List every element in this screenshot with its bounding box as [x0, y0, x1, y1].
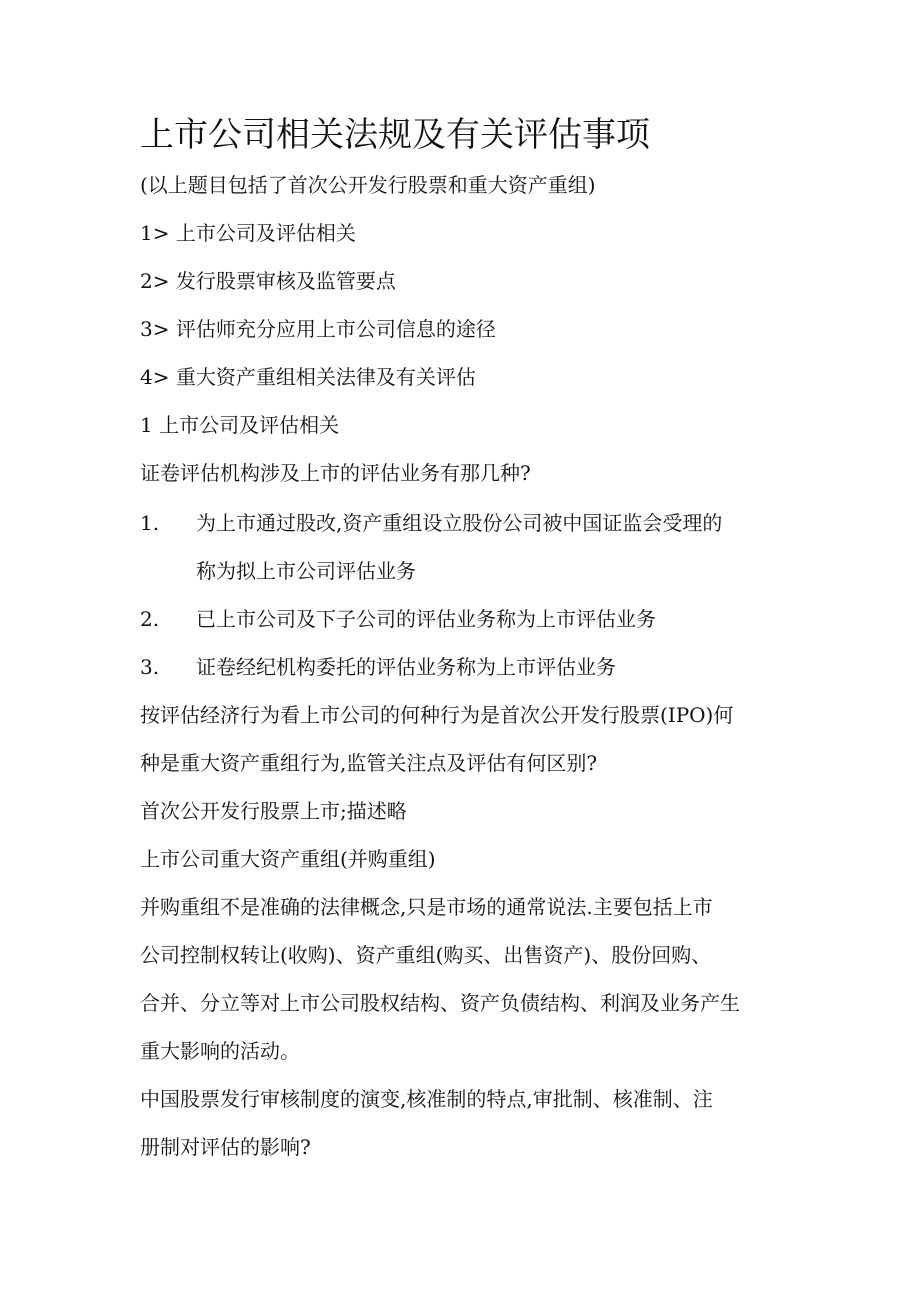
list-item-text: 为上市通过股改,资产重组设立股份公司被中国证监会受理的	[196, 511, 723, 535]
toc-item-3: 3> 评估师充分应用上市公司信息的途径	[140, 317, 496, 341]
paragraph-line: 合并、分立等对上市公司股权结构、资产负债结构、利润及业务产生	[140, 991, 740, 1015]
paragraph-line: 中国股票发行审核制度的演变,核准制的特点,审批制、核准制、注	[140, 1087, 713, 1111]
paragraph-line: 重大影响的活动。	[140, 1039, 300, 1063]
paragraph-line: 种是重大资产重组行为,监管关注点及评估有何区别?	[140, 751, 598, 775]
paragraph-line: 并购重组不是准确的法律概念,只是市场的通常说法.主要包括上市	[140, 895, 713, 919]
list-item-number: 2.	[140, 607, 160, 631]
list-item-text-continued: 称为拟上市公司评估业务	[196, 559, 416, 583]
section-heading: 1 上市公司及评估相关	[140, 413, 340, 437]
list-item-number: 3.	[140, 655, 160, 679]
paragraph-line: 按评估经济行为看上市公司的何种行为是首次公开发行股票(IPO)何	[140, 703, 734, 727]
document-title: 上市公司相关法规及有关评估事项	[140, 115, 650, 155]
toc-item-2: 2> 发行股票审核及监管要点	[140, 269, 396, 293]
toc-item-4: 4> 重大资产重组相关法律及有关评估	[140, 365, 476, 389]
ipo-line: 首次公开发行股票上市;描述略	[140, 799, 407, 823]
paragraph-line: 册制对评估的影响?	[140, 1135, 311, 1159]
document-subtitle: (以上题目包括了首次公开发行股票和重大资产重组)	[140, 173, 596, 197]
list-item-number: 1.	[140, 511, 160, 535]
subsection-heading: 上市公司重大资产重组(并购重组)	[140, 847, 436, 871]
question-text: 证卷评估机构涉及上市的评估业务有那几种?	[140, 461, 531, 485]
paragraph-line: 公司控制权转让(收购)、资产重组(购买、出售资产)、股份回购、	[140, 943, 712, 967]
list-item-text: 证卷经纪机构委托的评估业务称为上市评估业务	[196, 655, 616, 679]
toc-item-1: 1> 上市公司及评估相关	[140, 221, 356, 245]
list-item-text: 已上市公司及下子公司的评估业务称为上市评估业务	[196, 607, 656, 631]
